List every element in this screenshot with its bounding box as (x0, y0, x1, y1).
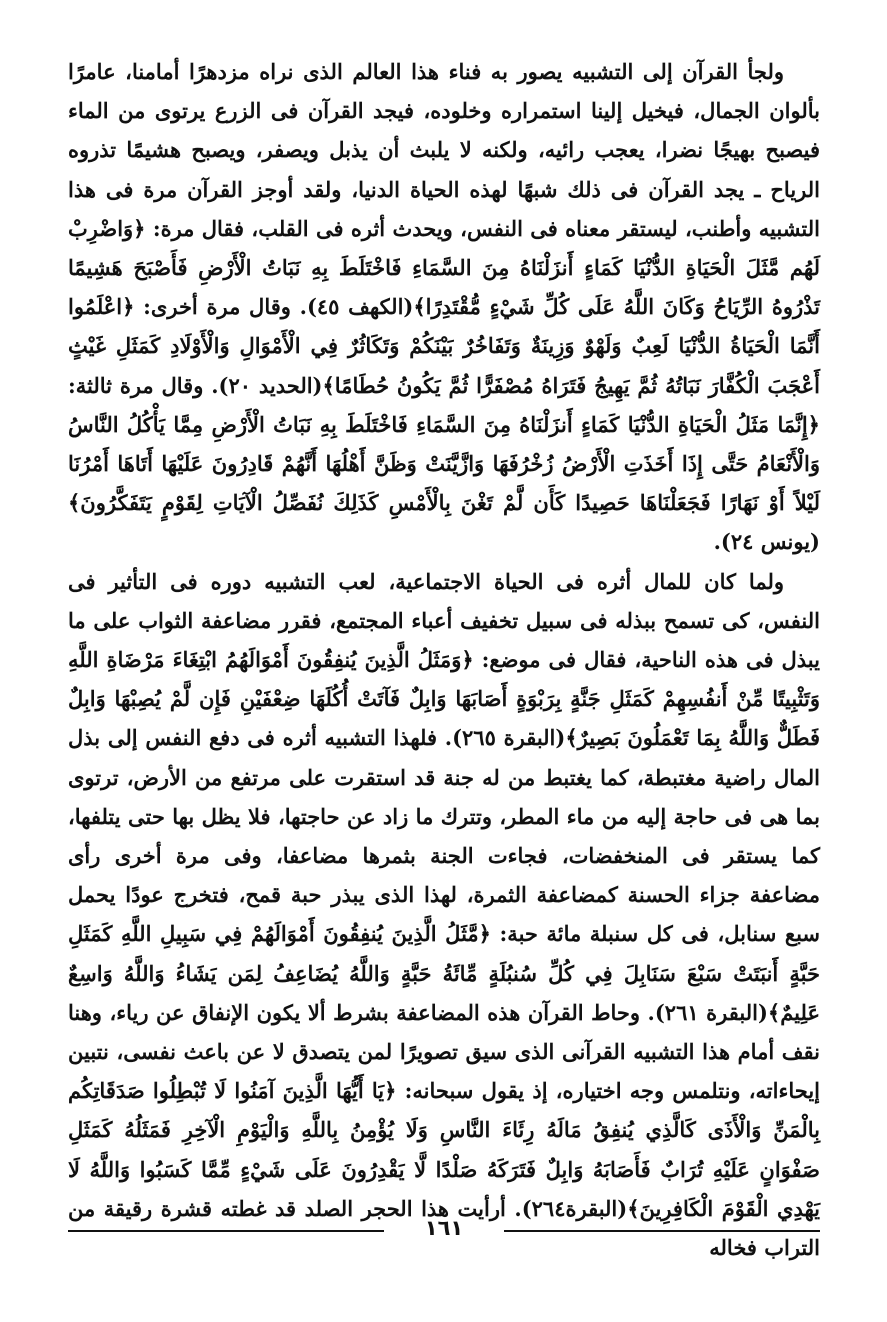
page-footer (68, 1216, 820, 1246)
paragraph-2: ولما كان للمال أثره فى الحياة الاجتماعية، لعب التشبيه دوره فى التأثير فى النفس، كى تسمح ببذله فى سبيل تخفيف أعباء المجتمع، فقرر مضاعفة الثواب على ما يبذل فى هذه الناحية، فقال فى موضع: ﴿وَمَثَلُ الَّذِينَ يُنفِقُونَ أَمْوَالَهُمُ ابْتِغَاءَ مَرْضَاةِ اللَّهِ وَتَثْبِيتًا مِّنْ أَنفُسِهِمْ كَمَثَلِ جَنَّةٍ بِرَبْوَةٍ أَصَابَهَا وَابِلٌ فَآتَتْ أُكُلَهَا ضِعْفَيْنِ فَإِن لَّمْ يُصِبْهَا وَابِلٌ فَطَلٌّ وَاللَّهُ بِمَا تَعْمَلُونَ بَصِيرٌ﴾(البقرة ٢٦٥). فلهذا التشبيه أثره فى دفع النفس إلى بذل المال راضية مغتبطة، كما يغتبط من له جنة قد استقرت على مرتفع من الأرض، ترتوى بما هى فى حاجة إليه من ماء المطر، وتترك ما زاد عن حاجتها، فلا يظل بها حتى يتلفها، كما يستقر فى المنخفضات، فجاءت الجنة بثمرها مضاعفا، وفى مرة أخرى رأى مضاعفة جزاء الحسنة كمضاعفة الثمرة، لهذا الذى يبذر حبة قمح، فتخرج عودًا يحمل سبع سنابل، فى كل سنبلة مائة حبة: ﴿مَّثَلُ الَّذِينَ يُنفِقُونَ أَمْوَالَهُمْ فِي سَبِيلِ اللَّهِ كَمَثَلِ حَبَّةٍ أَنبَتَتْ سَبْعَ سَنَابِلَ فِي كُلِّ سُنبُلَةٍ مِّائَةُ حَبَّةٍ وَاللَّهُ يُضَاعِفُ لِمَن يَشَاءُ وَاللَّهُ وَاسِعٌ عَلِيمٌ﴾(البقرة ٢٦١). وحاط القرآن هذه المضاعفة بشرط ألا يكون الإنفاق عن رياء، وهنا نقف أمام هذا التشبيه القرآنى الذى سيق تصويرًا لمن يتصدق لا عن باعث نفسى، نتبين إيحاءاته، ونتلمس وجه اختياره، إذ يقول سبحانه: ﴿يَا أَيُّهَا الَّذِينَ آمَنُوا لَا تُبْطِلُوا صَدَقَاتِكُم بِالْمَنِّ وَالْأَذَى كَالَّذِي يُنفِقُ مَالَهُ رِئَاءَ النَّاسِ وَلَا يُؤْمِنُ بِاللَّهِ وَالْيَوْمِ الْآخِرِ فَمَثَلُهُ كَمَثَلِ صَفْوَانٍ عَلَيْهِ تُرَابٌ فَأَصَابَهُ وَابِلٌ فَتَرَكَهُ صَلْدًا لَّا يَقْدِرُونَ عَلَى شَيْءٍ مِّمَّا كَسَبُوا وَاللَّهُ لَا يَهْدِي الْقَوْمَ الْكَافِرِينَ﴾(البقرة٢٦٤). أرأيت هذا الحجر الصلد قد غطته قشرة رقيقة من التراب فخاله (68, 568, 820, 1261)
footer-rule-right (504, 1230, 820, 1232)
paragraph-1: ولجأ القرآن إلى التشبيه يصور به فناء هذا العالم الذى نراه مزدهرًا أمامنا، عامرًا بألوان الجمال، فيخيل إلينا استمراره وخلوده، فيجد القرآن فى الزرع يرتوى من الماء فيصبح بهيجًا نضرا، يعجب رائيه، ولكنه لا يلبث أن يذبل ويصفر، ويصبح هشيمًا تذروه الرياح ـ يجد القرآن فى ذلك شبهًا لهذه الحياة الدنيا، ولقد أوجز القرآن مرة فى هذا التشبيه وأطنب، ليستقر معناه فى النفس، ويحدث أثره فى القلب، فقال مرة: ﴿وَاضْرِبْ لَهُم مَّثَلَ الْحَيَاةِ الدُّنْيَا كَمَاءٍ أَنزَلْنَاهُ مِنَ السَّمَاءِ فَاخْتَلَطَ بِهِ نَبَاتُ الْأَرْضِ فَأَصْبَحَ هَشِيمًا تَذْرُوهُ الرِّيَاحُ وَكَانَ اللَّهُ عَلَى كُلِّ شَيْءٍ مُّقْتَدِرًا﴾(الكهف ٤٥). وقال مرة أخرى: ﴿اعْلَمُوا أَنَّمَا الْحَيَاةُ الدُّنْيَا لَعِبٌ وَلَهْوٌ وَزِينَةٌ وَتَفَاخُرٌ بَيْنَكُمْ وَتَكَاثُرٌ فِي الْأَمْوَالِ وَالْأَوْلَادِ كَمَثَلِ غَيْثٍ أَعْجَبَ الْكُفَّارَ نَبَاتُهُ ثُمَّ يَهِيجُ فَتَرَاهُ مُصْفَرًّا ثُمَّ يَكُونُ حُطَامًا﴾(الحديد ٢٠). وقال مرة ثالثة: ﴿إِنَّمَا مَثَلُ الْحَيَاةِ الدُّنْيَا كَمَاءٍ أَنزَلْنَاهُ مِنَ السَّمَاءِ فَاخْتَلَطَ بِهِ نَبَاتُ الْأَرْضِ مِمَّا يَأْكُلُ النَّاسُ وَالْأَنْعَامُ حَتَّى إِذَا أَخَذَتِ الْأَرْضُ زُخْرُفَهَا وَازَّيَّنَتْ وَظَنَّ أَهْلُهَا أَنَّهُمْ قَادِرُونَ عَلَيْهَا أَتَاهَا أَمْرُنَا لَيْلاً أَوْ نَهَارًا فَجَعَلْنَاهَا حَصِيدًا كَأَن لَّمْ تَغْنَ بِالْأَمْسِ كَذَلِكَ نُفَصِّلُ الْآيَاتِ لِقَوْمٍ يَتَفَكَّرُونَ﴾ (يونس ٢٤). (68, 59, 821, 555)
page-number: ١٦١ (424, 1216, 464, 1240)
